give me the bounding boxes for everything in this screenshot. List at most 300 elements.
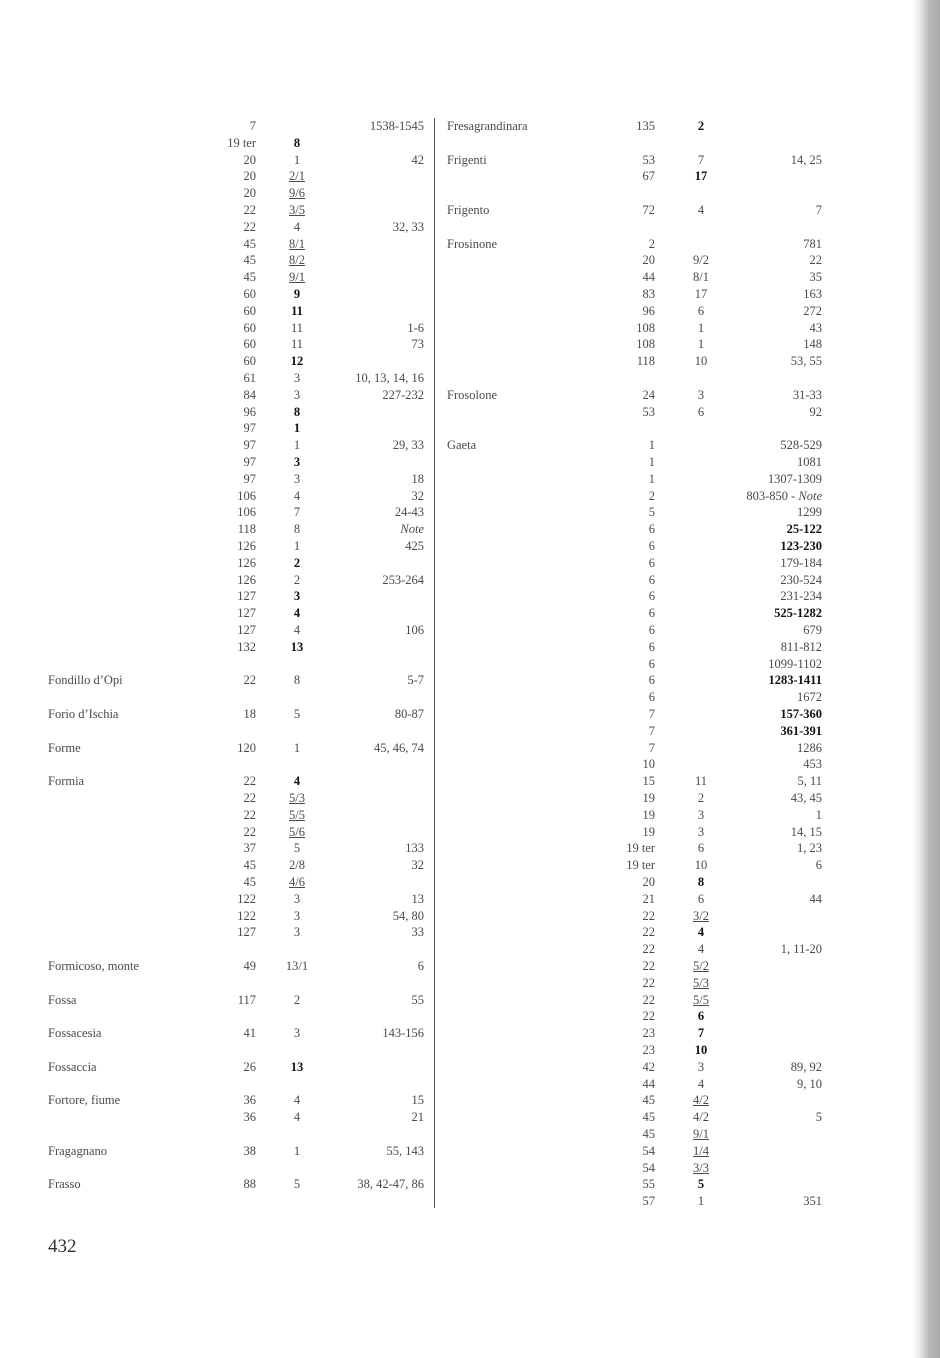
- volume-number: 7: [249, 119, 256, 133]
- volume-number: 6: [648, 555, 655, 570]
- page-reference: 1283-1411: [768, 673, 822, 688]
- index-row: [0, 538, 940, 555]
- volume-number: 84: [243, 387, 256, 402]
- page-reference: 231-234: [780, 589, 822, 604]
- index-row: [0, 1025, 940, 1042]
- sheet-number: 1/4: [693, 1143, 709, 1158]
- sheet-number: 7: [697, 1026, 705, 1041]
- volume-number: 7: [648, 707, 655, 721]
- index-row: [0, 521, 940, 538]
- volume-number: 96: [243, 404, 256, 419]
- index-row: [0, 857, 940, 874]
- page-reference: Note: [400, 522, 424, 537]
- index-row: [0, 336, 940, 353]
- volume-number: 15: [642, 774, 655, 789]
- volume-number: 10: [642, 757, 655, 772]
- sheet-number: 5: [697, 1177, 705, 1192]
- sheet-number: 3: [697, 1059, 705, 1074]
- volume-number: 22: [642, 975, 655, 990]
- sheet-number: 2: [697, 119, 705, 133]
- sheet-number: 8: [293, 135, 301, 150]
- volume-number: 45: [243, 858, 256, 873]
- index-row: [0, 824, 940, 841]
- volume-number: 36: [243, 1093, 256, 1108]
- volume-number: 45: [243, 236, 256, 251]
- index-row: [0, 1059, 940, 1076]
- index-row: [0, 420, 940, 437]
- page-reference: 14, 25: [790, 152, 822, 167]
- page-reference: 18: [411, 471, 424, 486]
- sheet-number: 9: [293, 287, 301, 301]
- index-row: [0, 622, 940, 639]
- page-reference: 5: [815, 1110, 822, 1125]
- page-reference: 21: [411, 1110, 424, 1125]
- page-reference: 55: [411, 992, 424, 1007]
- volume-number: 6: [648, 673, 655, 688]
- volume-number: 108: [636, 320, 655, 335]
- index-row: [0, 135, 940, 152]
- page-reference: 15: [411, 1093, 424, 1108]
- volume-number: 45: [642, 1110, 655, 1125]
- index-row: [0, 975, 940, 992]
- sheet-number: 3: [697, 807, 705, 822]
- page-reference: 42: [411, 152, 424, 167]
- volume-number: 22: [642, 908, 655, 923]
- page-reference: 73: [411, 337, 424, 352]
- volume-number: 6: [648, 656, 655, 671]
- volume-number: 22: [243, 824, 256, 839]
- page-reference: 425: [405, 539, 424, 553]
- sheet-number: 8/1: [693, 270, 709, 285]
- volume-number: 26: [243, 1059, 256, 1074]
- page-reference: 123-230: [780, 539, 822, 553]
- sheet-number: 9/6: [289, 186, 305, 201]
- volume-number: 6: [648, 589, 655, 604]
- index-row: [0, 286, 940, 303]
- page-reference: 80-87: [394, 707, 424, 721]
- index-row: [0, 723, 940, 740]
- place-name: Fossaccia: [48, 1059, 97, 1074]
- place-name: Frosolone: [447, 387, 497, 402]
- page-reference: 1538-1545: [369, 119, 424, 133]
- page-reference: 351: [803, 1194, 822, 1209]
- note-reference: Note: [798, 488, 822, 503]
- volume-number: 67: [642, 169, 655, 184]
- place-name: Forme: [48, 740, 81, 755]
- place-name: Gaeta: [447, 438, 477, 453]
- sheet-number: 3/2: [693, 908, 709, 923]
- volume-number: 22: [642, 959, 655, 973]
- volume-number: 22: [243, 673, 256, 688]
- page-reference: 361-391: [780, 723, 822, 738]
- volume-number: 22: [642, 925, 655, 940]
- index-row: [0, 370, 940, 387]
- index-row: [0, 672, 940, 689]
- volume-number: 54: [642, 1143, 655, 1158]
- volume-number: 72: [642, 203, 655, 217]
- volume-number: 97: [243, 455, 256, 469]
- volume-number: 83: [642, 287, 655, 301]
- sheet-number: 13: [290, 639, 304, 654]
- sheet-number: 7: [697, 152, 705, 167]
- index-row: [0, 320, 940, 337]
- sheet-number: 11: [291, 303, 303, 318]
- sheet-number: 1: [293, 421, 301, 436]
- volume-number: 22: [243, 774, 256, 789]
- sheet-number: 9/1: [289, 270, 305, 285]
- volume-number: 22: [243, 219, 256, 234]
- sheet-number: 13/1: [285, 959, 309, 973]
- page-reference: 525-1282: [774, 606, 822, 621]
- volume-number: 19 ter: [626, 858, 655, 873]
- page-reference: 272: [803, 303, 822, 318]
- page-reference: 179-184: [780, 555, 822, 570]
- page-reference: 33: [411, 925, 424, 940]
- page-reference: 1299: [797, 505, 822, 520]
- volume-number: 61: [243, 371, 256, 385]
- sheet-number: 4: [293, 1093, 301, 1108]
- volume-number: 37: [243, 841, 256, 856]
- volume-number: 20: [243, 169, 256, 184]
- sheet-number: 2/8: [289, 858, 305, 873]
- volume-number: 97: [243, 438, 256, 453]
- volume-number: 38: [243, 1143, 256, 1158]
- volume-number: 49: [243, 959, 256, 973]
- volume-number: 2: [648, 236, 655, 251]
- sheet-number: 1: [697, 320, 705, 335]
- index-row: [0, 185, 940, 202]
- sheet-number: 8: [293, 522, 301, 537]
- page-reference: 9, 10: [797, 1076, 822, 1091]
- sheet-number: 4: [697, 1076, 705, 1091]
- index-row: [0, 488, 940, 505]
- place-name: Fragagnano: [48, 1143, 108, 1158]
- sheet-number: 4: [293, 1110, 301, 1125]
- index-row: [0, 1176, 940, 1193]
- page-reference: 89, 92: [790, 1059, 822, 1074]
- volume-number: 18: [243, 707, 256, 721]
- sheet-number: 3/5: [289, 203, 305, 217]
- page-reference: 32: [411, 488, 424, 503]
- sheet-number: 2: [293, 555, 301, 570]
- sheet-number: 8/2: [289, 253, 305, 268]
- volume-number: 20: [642, 875, 655, 889]
- page-reference: 54, 80: [392, 908, 424, 923]
- sheet-number: 6: [697, 404, 705, 419]
- volume-number: 45: [642, 1127, 655, 1141]
- page-reference: 32: [411, 858, 424, 873]
- sheet-number: 4/2: [693, 1093, 709, 1108]
- sheet-number: 1: [293, 740, 301, 755]
- page-reference: 53, 55: [790, 354, 822, 369]
- page-reference: 781: [803, 236, 822, 251]
- index-row: [0, 605, 940, 622]
- place-name: Fortore, fiume: [48, 1093, 121, 1108]
- page-reference: 528-529: [780, 438, 822, 453]
- sheet-number: 6: [697, 303, 705, 318]
- volume-number: 20: [642, 253, 655, 268]
- volume-number: 97: [243, 421, 256, 436]
- sheet-number: 5/3: [693, 975, 709, 990]
- place-name: Forio d’Ischia: [48, 707, 119, 721]
- page-reference: 22: [809, 253, 822, 268]
- index-row: [0, 924, 940, 941]
- page-reference: 227-232: [382, 387, 424, 402]
- page-reference: 453: [803, 757, 822, 772]
- sheet-number: 3: [697, 824, 705, 839]
- volume-number: 6: [648, 623, 655, 637]
- page-reference: 43, 45: [790, 791, 822, 805]
- sheet-number: 11: [290, 320, 304, 335]
- sheet-number: 1: [293, 1143, 301, 1158]
- sheet-number: 4: [697, 942, 705, 957]
- volume-number: 54: [642, 1160, 655, 1175]
- sheet-number: 4: [293, 219, 301, 234]
- sheet-number: 10: [694, 354, 708, 369]
- sheet-number: 10: [694, 1043, 708, 1057]
- sheet-number: 9/2: [693, 253, 709, 268]
- page-reference: 157-360: [780, 707, 822, 721]
- page-reference: 1: [815, 807, 822, 822]
- place-name: Formicoso, monte: [48, 959, 139, 973]
- page-reference: 148: [803, 337, 822, 352]
- sheet-number: 4: [293, 488, 301, 503]
- sheet-number: 4: [293, 606, 301, 621]
- page-reference: 253-264: [382, 572, 424, 587]
- index-row: [0, 252, 940, 269]
- volume-number: 1: [648, 471, 655, 486]
- volume-number: 42: [642, 1059, 655, 1074]
- index-row: [0, 219, 940, 236]
- index-row: [0, 807, 940, 824]
- volume-number: 19: [642, 807, 655, 822]
- index-row: [0, 790, 940, 807]
- index-row: [0, 1160, 940, 1177]
- sheet-number: 6: [697, 841, 705, 856]
- sheet-number: 3: [697, 387, 705, 402]
- index-row: [0, 504, 940, 521]
- sheet-number: 8/1: [289, 236, 305, 251]
- sheet-number: 1: [293, 539, 301, 553]
- sheet-number: 3/3: [693, 1160, 709, 1175]
- page-reference: 24-43: [394, 505, 424, 520]
- volume-number: 22: [642, 1009, 655, 1024]
- sheet-number: 5: [293, 841, 301, 856]
- page-reference: 5-7: [407, 673, 424, 688]
- page-reference: 43: [809, 320, 822, 335]
- page-reference: 29, 33: [392, 438, 424, 453]
- volume-number: 22: [243, 791, 256, 805]
- index-row: [0, 992, 940, 1009]
- sheet-number: 6: [697, 891, 705, 906]
- page-reference: 44: [809, 891, 822, 906]
- volume-number: 22: [243, 807, 256, 822]
- index-row: [0, 874, 940, 891]
- place-name: Frasso: [48, 1177, 81, 1192]
- sheet-number: 5/2: [693, 959, 709, 973]
- volume-number: 118: [636, 354, 655, 369]
- volume-number: 45: [243, 270, 256, 285]
- sheet-number: 5/3: [289, 791, 305, 805]
- index-row: [0, 891, 940, 908]
- volume-number: 44: [642, 270, 655, 285]
- index-row: [0, 471, 940, 488]
- page-reference: 1, 11-20: [780, 942, 822, 957]
- page-reference: 6: [417, 959, 424, 973]
- sheet-number: 3: [293, 589, 301, 604]
- volume-number: 21: [642, 891, 655, 906]
- volume-number: 22: [243, 203, 256, 217]
- index-row: [0, 1193, 940, 1210]
- sheet-number: 5: [293, 707, 301, 721]
- sheet-number: 17: [694, 287, 708, 301]
- sheet-number: 13: [290, 1059, 304, 1074]
- sheet-number: 1: [697, 1194, 705, 1209]
- sheet-number: 4: [293, 774, 301, 789]
- sheet-number: 3: [293, 925, 301, 940]
- volume-number: 57: [642, 1194, 655, 1209]
- page-reference: 45, 46, 74: [374, 740, 424, 755]
- volume-number: 126: [237, 572, 256, 587]
- page-reference: 163: [803, 287, 822, 301]
- index-row: [0, 1008, 940, 1025]
- sheet-number: 4: [697, 925, 705, 940]
- volume-number: 126: [237, 555, 256, 570]
- index-row: [0, 437, 940, 454]
- volume-number: 6: [648, 639, 655, 654]
- sheet-number: 3: [293, 908, 301, 923]
- volume-number: 19: [642, 824, 655, 839]
- index-row: [0, 555, 940, 572]
- sheet-number: 9/1: [693, 1127, 709, 1141]
- page-reference: 14, 15: [790, 824, 822, 839]
- sheet-number: 10: [694, 858, 708, 873]
- page-reference: 55, 143: [386, 1143, 424, 1158]
- page-reference: 1672: [797, 690, 822, 705]
- index-row: [0, 706, 940, 723]
- volume-number: 127: [237, 925, 256, 940]
- volume-number: 97: [243, 471, 256, 486]
- index-row: [0, 152, 940, 169]
- page-reference: 25-122: [786, 522, 822, 537]
- volume-number: 23: [642, 1026, 655, 1041]
- index-row: [0, 404, 940, 421]
- volume-number: 53: [642, 404, 655, 419]
- volume-number: 135: [636, 119, 655, 133]
- index-row: [0, 572, 940, 589]
- sheet-number: 2: [293, 992, 301, 1007]
- volume-number: 7: [648, 723, 655, 738]
- volume-number: 127: [237, 589, 256, 604]
- place-name: Fondillo d’Opi: [48, 673, 123, 688]
- volume-number: 23: [642, 1043, 655, 1057]
- sheet-number: 8: [293, 404, 301, 419]
- page-reference: 10, 13, 14, 16: [355, 371, 424, 385]
- index-row: [0, 1126, 940, 1143]
- index-row: [0, 353, 940, 370]
- place-name: Frigenti: [447, 152, 487, 167]
- volume-number: 88: [243, 1177, 256, 1192]
- index-row: [0, 118, 940, 135]
- volume-number: 126: [237, 539, 256, 553]
- volume-number: 122: [237, 891, 256, 906]
- volume-number: 96: [642, 303, 655, 318]
- sheet-number: 5/5: [693, 992, 709, 1007]
- volume-number: 19 ter: [227, 135, 256, 150]
- sheet-number: 5/6: [289, 824, 305, 839]
- sheet-number: 17: [694, 169, 708, 184]
- page-reference: 6: [815, 858, 822, 873]
- page-reference: 1307-1309: [767, 471, 822, 486]
- page-reference: 1, 23: [797, 841, 822, 856]
- place-name: Frosinone: [447, 236, 497, 251]
- sheet-number: 8: [293, 673, 301, 688]
- page-reference: 803-850 - Note: [746, 488, 822, 503]
- volume-number: 60: [243, 320, 256, 335]
- volume-number: 106: [237, 505, 256, 520]
- sheet-number: 2: [697, 791, 705, 805]
- page-reference: 106: [405, 623, 424, 637]
- volume-number: 22: [642, 942, 655, 957]
- volume-number: 1: [648, 438, 655, 453]
- index-row: [0, 202, 940, 219]
- volume-number: 106: [237, 488, 256, 503]
- sheet-number: 1: [293, 152, 301, 167]
- sheet-number: 11: [694, 774, 708, 789]
- volume-number: 132: [237, 639, 256, 654]
- page-reference: 38, 42-47, 86: [357, 1177, 424, 1192]
- place-name: Fresagrandinara: [447, 119, 528, 133]
- sheet-number: 5/5: [289, 807, 305, 822]
- index-row: [0, 1092, 940, 1109]
- volume-number: 19 ter: [626, 841, 655, 856]
- page-reference: 35: [809, 270, 822, 285]
- sheet-number: 4: [293, 623, 301, 637]
- index-row: [0, 656, 940, 673]
- volume-number: 1: [648, 455, 655, 469]
- volume-number: 55: [642, 1177, 655, 1192]
- page-reference: 31-33: [792, 387, 822, 402]
- sheet-number: 8: [697, 875, 705, 889]
- volume-number: 6: [648, 690, 655, 705]
- sheet-number: 3: [293, 371, 301, 385]
- index-row: [0, 588, 940, 605]
- volume-number: 60: [243, 354, 256, 369]
- index-row: [0, 908, 940, 925]
- volume-number: 60: [243, 303, 256, 318]
- volume-number: 2: [648, 488, 655, 503]
- page-reference: 1286: [797, 740, 822, 755]
- index-row: [0, 958, 940, 975]
- volume-number: 6: [648, 539, 655, 553]
- page-reference: 7: [815, 203, 822, 217]
- page-reference: 32, 33: [392, 219, 424, 234]
- volume-number: 118: [237, 522, 256, 537]
- index-row: [0, 303, 940, 320]
- volume-number: 45: [642, 1093, 655, 1108]
- sheet-number: 2: [293, 572, 301, 587]
- index-row: [0, 639, 940, 656]
- index-row: [0, 840, 940, 857]
- page-reference: 92: [809, 404, 822, 419]
- volume-number: 20: [243, 152, 256, 167]
- sheet-number: 1: [697, 337, 705, 352]
- sheet-number: 3: [293, 1026, 301, 1041]
- index-row: [0, 1109, 940, 1126]
- index-row: [0, 236, 940, 253]
- index-row: [0, 689, 940, 706]
- index-row: [0, 740, 940, 757]
